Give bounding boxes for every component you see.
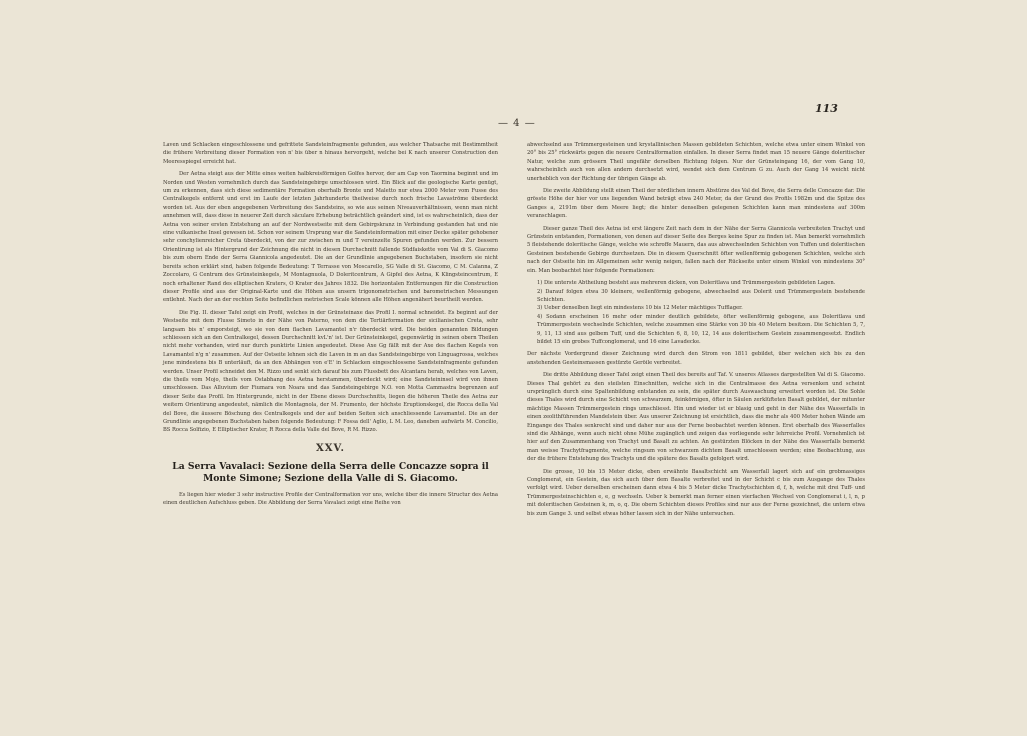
- left-column: [163, 141, 498, 512]
- paragraph: Die Fig. II. dieser Tafel zeigt ein Profil, welches in der Grünsteinaxe das Profil I. normal schneidet. Es beginnt auf der Westseite mit dem Flusse Simeto in der Nähe von Paterno, von dem die Tertiärformation der sicilianischen Creta, sehr langsam bis n' emporsteigt, wo sie von dem flachen Lavamantel n'r überdeckt wird. Die beiden genannten Bildungen schliessen sich an den Centralkegel, dessen Durchschnitt kvL'n' ist. Der Grünsteinkegel, gegenwärtig in seinen obern Theilen nicht mehr vorhanden, wird nur durch punktirte Linien angedeutet. Diese Axe Gg fällt mit der Axe des flachen Kegels von Lavamantel n'g n' zusammen. Auf der Ostseite lehnen sich die Laven in m an das Sandsteingebirge von Linguagrossa, welches jene mindestens bis B unterläuft, da an den Abhängen von e'E' in Schlacken eingeschlossene Sandsteinfragmente gefunden werden. Unser Profil schneidet den M. Rizzo und senkt sich darauf bis zum Flussbett des Alcantara herab, welches von Laven, die theils vom Mojo, theils vom Ostabhang des Aetna herstammen, überdeckt wird; eine Sandsteininsel wird von ihnen umschlossen. Das Alluvium der Fiumara von Noara und das Sandsteingebirge N.O. von Motta Cammastra begrenzen auf dieser Seite das Profil. Im Hintergrunde, nicht in der Ebene dieses Durchschnitts, liegen die höheren Theile des Aetna zur weitern Orientirung angedeutet, nämlich die Montagnola, der M. Frumento, der höchste Eruptionskegel, die Rocca della Val del Bove, die äussere Böschung des Centralkegels und der auf beiden Seiten sich anschliessende Lavamantel. Die an der Grundlinie angegebenen Buchstaben haben folgende Bedeutung: F Fossa dell' Aglio, L M. Leo, daneben aufwärts M. Concilio, BS Rocca Solfizio, E Elliptischer Krater, R Rocca della Valle del Bove, R M. Rizzo.: [163, 309, 498, 434]
- paragraph: Laven und Schlacken eingeschlossene und gefrittete Sandsteinfragmente gefunden, aus welcher Thatsache mit Bestimmtheit die frühere Verbreitung dieser Formation von n' bis über n hinaus hervorgeht, welche bei K nach unserer Construction den Meeresspiegel erreicht hat.: [163, 142, 498, 165]
- paragraph: Die grosse, 10 bis 15 Meter dicke, eben erwähnte Basaltschicht am Wasserfall lagert sich auf ein grobmassiges Conglomerat, ein Gestein, das sich auch über dem Basalte verbreitet und in der Schicht c bis zum Ausgange des Thales verfolgt wird. Ueber derselben erscheinen dann etwa 4 bis 5 Meter dicke Trachytschichten d, f, h, welche mit drei Tuff- und Trümmergesteinschichten e, e, g wechseln. Ueber k bemerkt man ferner einen vierfachen Wechsel von Conglomerat i, l, n, p mit doleritischen Gesteinen k, m, o, q. Die obern Schichten dieses Profiles sind nur aus der Ferne gezeichnet, die untern etwa bis zum Gange 3. und selbst etwas höher lassen sich in der Nähe untersuchen.: [527, 468, 865, 517]
- right-column: [527, 141, 865, 522]
- list-item: 4) Sodann erscheinen 16 mehr oder minder deutlich gebildete, öfter wellenförmig gebogene, aus Doleritlava und Trümmergestein wechselnde Schichten, welche zusammen eine Stärke von 30 bis 40 Metern besitzen. Die Schichten 5, 7, 9, 11, 13 sind aus gelbem Tuff, und die Schichten 6, 8, 10, 12, 14 aus doleritischem Gestein zusammengesetzt. Endlich bildet 15 ein grobes Tuffconglomerat, und 16 eine Lavadecke.: [537, 313, 865, 345]
- formation-list: [527, 279, 865, 346]
- paragraph: Dieser ganze Theil des Aetna ist erst längere Zeit nach dem in der Nähe der Serra Giannicola verbreiteten Trachyt und Grünstein entstanden, Formationen, von denen auf dieser Seite des Berges keine Spur zu finden ist. Man bemerkt vornehmlich 5 fleistehende doleritische Gänge, welche wie schroffe Mauern, das aus abwechselnden Schichten von Tuffen und doleritischen Gesteinen bestehende Gebirge durchsetzen. Die in diesem Querschnitt öfter wellenförmig gebogenen Schichten, welche sich nach der Ostseite hin im Allgemeinen sehr wenig neigen, fallen nach der Rückseite unter einem Winkel von mindestens 30° ein. Man beobachtet hier folgende Formationen:: [527, 225, 865, 274]
- paragraph: Der Aetna steigt aus der Mitte eines weiten halbkreisförmigen Golfes hervor, der am Cap von Taormina beginnt und im Norden und Westen vornehmlich durch das Sandsteingebirge umschlossen wird. Ein Blick auf die geologische Karte genügt, um zu erkennen, dass sich diese sedimentäre Formation oberhalb Bronte und Maletto nur etwa 2000 Meter vom Fusse des Centralkegels entfernt und erst im Laufe der letzten Jahrhunderte theilweise durch noch frische Lavaströme überdeckt worden ist. Aus der eben angegebenen Verbreitung des Sandsteins, so wie aus seinen Niveauverhältnissen, wenn man nicht annehmen will, dass diese in neuerer Zeit durch säculare Erhebung beträchtlich geändert sind, ist es wahrscheinlich, dass der Aetna von seiner ersten Entstehung an auf der Nordwestseite mit dem Gebirgskranz in Verbindung gestanden hat und nie eine vulkanische Insel gewesen ist. Schon vor seinem Ursprung war die Sandsteinformation mit einer Decke später gehobener sehr conchylienreicher Creta überdeckt, von der zur zwischen m und T vereinzelte Spuren gefunden werden. Zur bessern Orientirung ist als Hintergrund der Zeichnung die nicht in diesen Durchschnitt fallende Südfaiskette vom Val di S. Giacomo bis zum obern Ende der Serra Giannicola angedeutet. Die an der Grundlinie angegebenen Buchstaben, insofern sie nicht bereits schon erklärt sind, haben folgende Bedeutung: T Terrasse von Moscarello, SG Valle di St. Giacomo, C M. Calanna, Z Zoccolaro, G Centrum des Grünsteinkegels, M Montagnuola, D Doleritcentrum, A Gipfel des Aetna, K Klingsteincentrum, E noch erhaltener Rand des elliptischen Kraters, O Krater des Jahres 1832. Die horizontalen Entfernungen für die Construction dieser Profile sind aus der Original-Karte und die Höhen aus unsern trigonometrischen und barometrischen Messungen entlehnt. Nach der an der rechten Seite befindlichen metrischen Scale können alle Höhen angenähert beurtheilt werden.: [163, 171, 498, 304]
- paragraph: abwechselnd aus Trümmergesteinen und krystallinischen Massen gebildeten Schichten, welche etwa unter einem Winkel von 20° bis 25° rückwärts gegen die neuere Centralformation einfallen. In dieser Serra findet man 15 neuere Gänge doleritischer Natur, welche zum grössern Theil ungefähr derselben Richtung folgen. Nur der Grünsteingang 16, der vom Gang 10, wahrscheinlich auch von allen andern durchsetzt wird, wendet sich dem Centrum G zu. Auch der Gang 14 weicht nicht unerheblich von der Richtung der übrigen Gänge ab.: [527, 142, 865, 182]
- page-number: — 4 —: [498, 118, 536, 129]
- list-item: 2) Darauf folgen etwa 30 kleinere, wellenförmig gebogene, abwechselnd aus Dolerit und Trümmergestein bestehende Schichten.: [537, 288, 865, 303]
- paragraph: Die dritte Abbildung dieser Tafel zeigt einen Theil des bereits auf Taf. V. unseres Atlasses dargestellten Val di S. Giacomo. Dieses Thal gehört zu den steilsten Einschnitten, welche sich in die Centralmasse des Aetna versenken und scheint ursprünglich durch eine Spaltenbildung entstanden zu sein, die später durch Auswaschung erweitert worden ist. Die Sohle dieses Thales wird durch eine Schicht von schwarzem, feinkörnigen, öfter in Säulen zerklüfteten Basalt gebildet, der mitunter mächtige Massen Trümmergestein rings umschliesst. Hin und wieder ist er blasig und geht in der Nähe des Wasserfalls in einen zeolithführenden Mandelstein über. Aus unserer Zeichnung ist ersichtlich, dass die mehr als 400 Meter hohen Wände am Eingange des Thales senkrecht sind und daher nur aus der Ferne beobachtet werden können. Erst oberhalb des Wasserfalles sind die Abhänge, wenn auch nicht ohne Mühe zugänglich und zeigen das vorliegende sehr lehrreiche Profil. Vornehmlich ist hier auf den Zusammenhang von Trachyt und Basalt zu achten. An gestürzten Blöcken in der Nähe des Wasserfalls bemerkt man weisse Trachytfragmente, welche ringsum von schwarzem dichtem Basalt umschlossen werden; eine Beobachtung, aus der die frühere Entstehung des Trachyts und die spätere des Basalts gefolgert wird.: [527, 372, 865, 463]
- handwritten-page-number: 113: [815, 102, 838, 115]
- paragraph: Der nächste Vordergrund dieser Zeichnung wird durch den Strom von 1811 gebildet, über welchen sich bis zu den anstehenden Gesteinsmassen gestürzte Geröile verbreitet.: [527, 351, 865, 366]
- list-item: 1) Die unterste Abtheilung besteht aus mehreren dicken, von Doleritlava und Trümmergestein gebildeten Lagen.: [537, 280, 836, 287]
- list-item: 3) Ueber denselben liegt ein mindestens 10 bis 12 Meter mächtiges Tufflager.: [537, 305, 743, 312]
- paragraph: Es liegen hier wieder 3 sehr instructive Profile der Centralformation vor uns, welche über die innere Structur des Aetna einen deutlichen Aufschluss geben. Die Abbildung der Serra Vavalaci zeigt eine Reihe von: [163, 491, 498, 507]
- section-number: XXV.: [315, 442, 345, 454]
- paragraph: Die zweite Abbildung stellt einen Theil der nördlichen innern Abstürze des Val del Bove, die Serra delle Concazze dar. Die grösste Höhe der hier vor uns liegenden Wand beträgt etwa 240 Meter, da der Grund des Profils 1982m und die Spitze des Ganges a, 2191m über dem Meere liegt; die hinter denselben gelegenen Schichten kann man mindestens auf 300m veranschlagen.: [527, 188, 866, 220]
- section-title: La Serra Vavalaci: Sezione della Serra delle Concazze sopra il Monte Simone; Sezione della Valle di S. Giacomo.: [172, 460, 489, 484]
